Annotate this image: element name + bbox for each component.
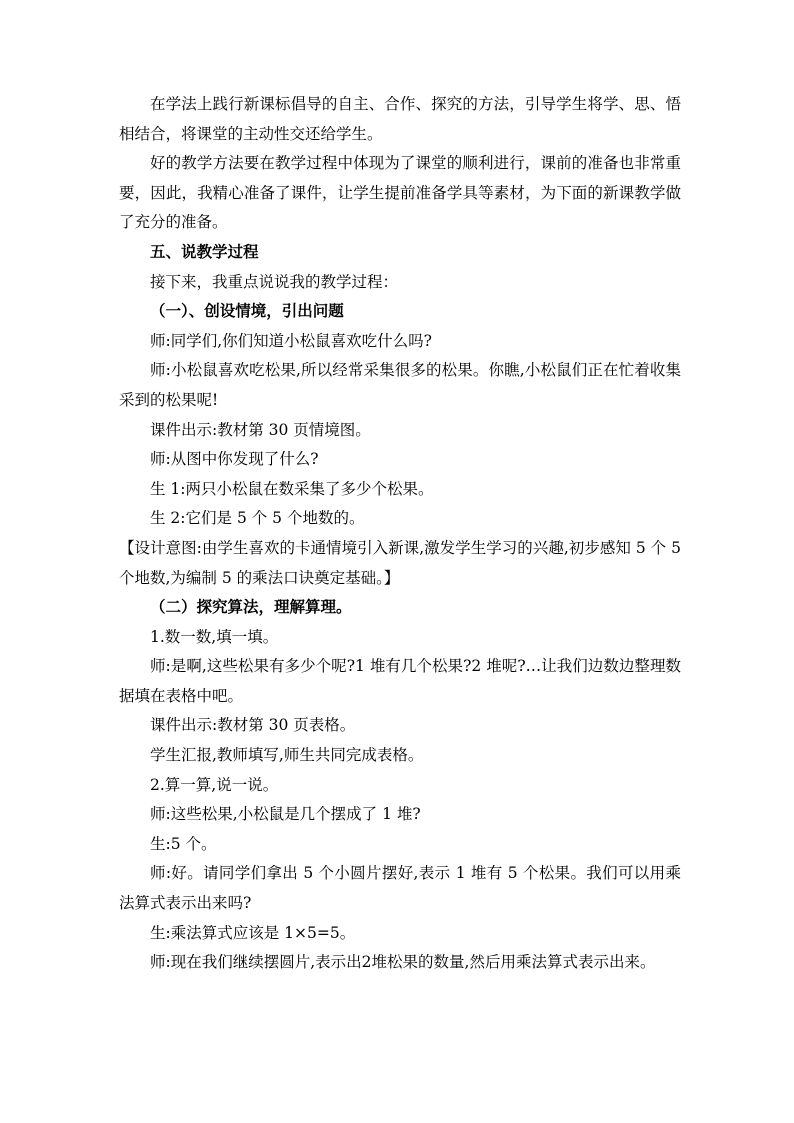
section-heading: 五、说教学过程 xyxy=(150,242,259,261)
paragraph: 课件出示:教材第 30 页情境图。 xyxy=(150,420,371,439)
paragraph: 师:现在我们继续摆圆片,表示出2堆松果的数量,然后用乘法算式表示出来。 xyxy=(150,953,656,972)
document-body xyxy=(119,90,681,978)
paragraph: 好的教学方法要在教学过程中体现为了课堂的顺利进行，课前的准备也非常重要，因此，我精心准备了课件，让学生提前准备学具等素材，为下面的新课教学做了充分的准备。 xyxy=(119,154,681,232)
paragraph: 师:是啊,这些松果有多少个呢?1 堆有几个松果?2 堆呢?…让我们边数边整理数据填在表格中吧。 xyxy=(119,657,681,705)
paragraph: 课件出示:教材第 30 页表格。 xyxy=(150,716,356,735)
paragraph: 师:从图中你发现了什么? xyxy=(150,450,319,469)
subsection-heading: （二）探究算法，理解算理。 xyxy=(150,598,352,617)
paragraph: 师:小松鼠喜欢吃松果,所以经常采集很多的松果。你瞧,小松鼠们正在忙着收集采到的松果呢! xyxy=(119,361,681,409)
paragraph: 生:5 个。 xyxy=(150,834,217,853)
paragraph: 师:这些松果,小松鼠是几个摆成了 1 堆? xyxy=(150,805,421,824)
paragraph: 师:同学们,你们知道小松鼠喜欢吃什么吗? xyxy=(150,331,432,350)
paragraph: 生 2:它们是 5 个 5 个地数的。 xyxy=(150,509,365,528)
paragraph: 接下来，我重点说说我的教学过程： xyxy=(150,272,399,291)
paragraph: 在学法上践行新课标倡导的自主、合作、探究的方法，引导学生将学、思、悟相结合，将课堂的主动性交还给学生。 xyxy=(119,95,681,143)
paragraph: 2.算一算,说一说。 xyxy=(150,775,279,794)
paragraph: 生:乘法算式应该是 1×5=5。 xyxy=(150,923,356,942)
subsection-heading: （一）、创设情境，引出问题 xyxy=(150,302,344,321)
paragraph: 师:好。请同学们拿出 5 个小圆片摆好,表示 1 堆有 5 个松果。我们可以用乘法算式表示出来吗? xyxy=(119,864,681,913)
design-intent-note: 【设计意图:由学生喜欢的卡通情境引入新课,激发学生学习的兴趣,初步感知 5 个 5 个地数,为编制 5 的乘法口诀奠定基础。】 xyxy=(119,538,681,587)
paragraph: 生 1:两只小松鼠在数采集了多少个松果。 xyxy=(150,479,434,498)
paragraph: 1.数一数,填一填。 xyxy=(150,627,279,646)
paragraph: 学生汇报,教师填写,师生共同完成表格。 xyxy=(150,746,424,765)
